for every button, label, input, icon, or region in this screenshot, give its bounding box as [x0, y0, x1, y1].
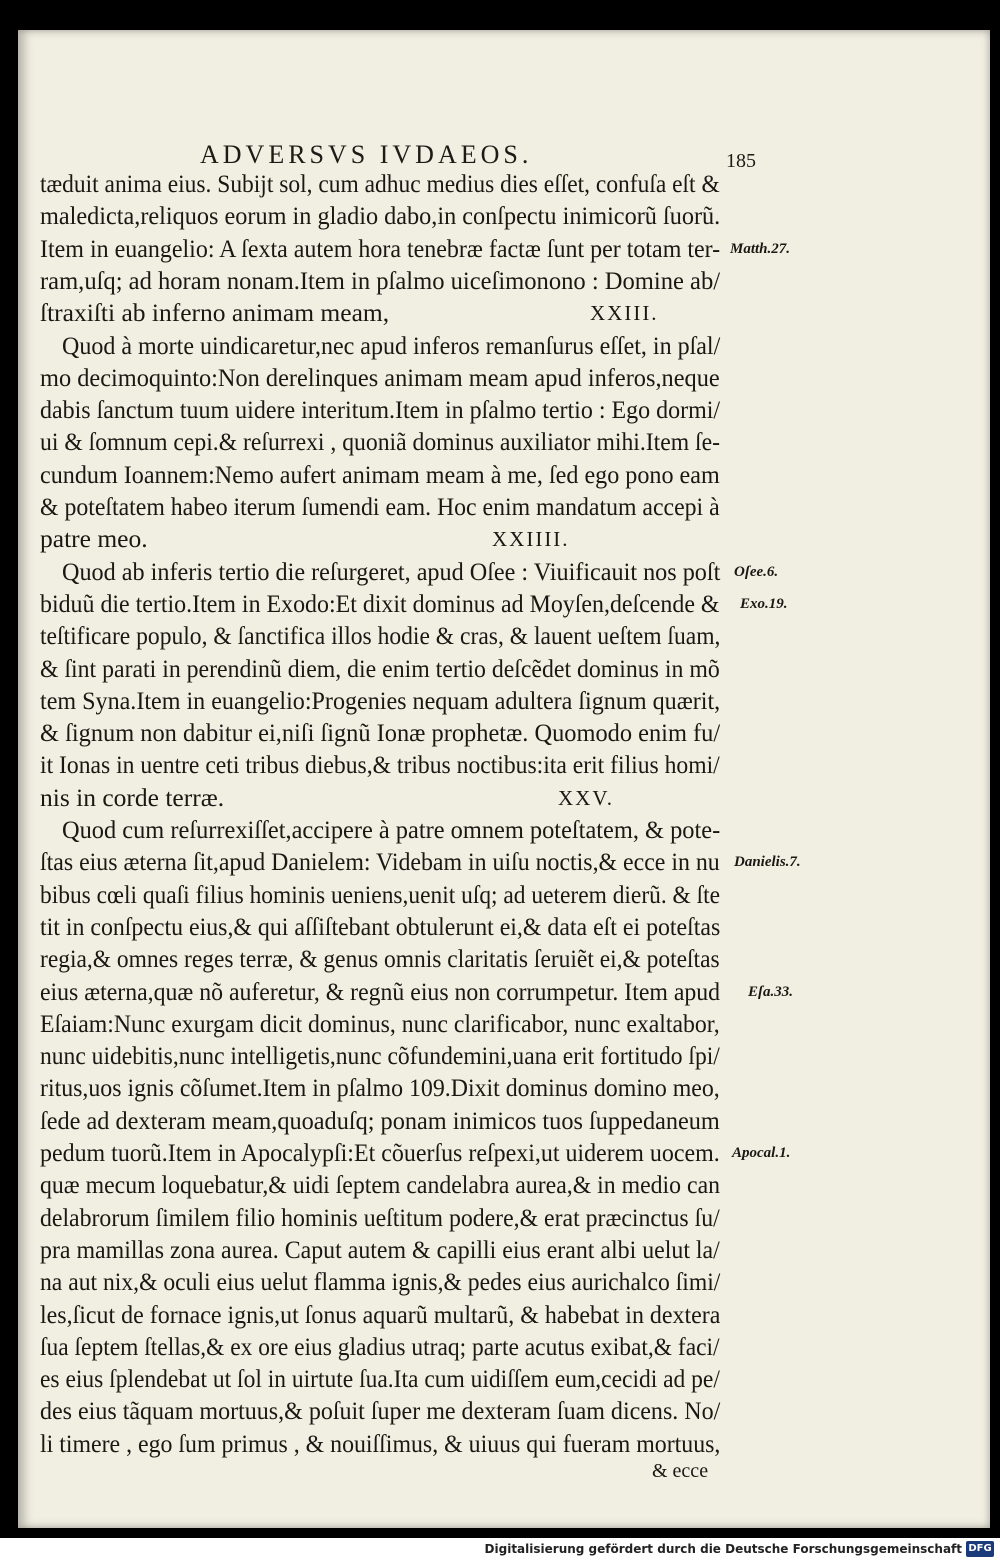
text-line: tæduit anima eius. Subijt sol, cum adhuc medius dies eſſet, confuſa eſt & [40, 169, 720, 198]
text-line: tit in conſpectu eius,& qui aſſiſtebant obtulerunt ei,& data eſt ei poteſtas [40, 911, 721, 941]
text-line: biduũ die tertio.Item in Exodo:Et dixit dominus ad Moyſen,deſcende & [40, 588, 720, 618]
text-line: mo decimoquinto:Non derelinques animam meam apud inferos,neque [40, 362, 720, 392]
text-line: ſtas eius æterna ſit,apud Danielem: Videbam in uiſu noctis,& ecce in nu [40, 847, 720, 877]
text-line: Eſaiam:Nunc exurgam dicit dominus, nunc clarificabor, nunc exaltabor, [40, 1008, 720, 1038]
text-line: Quod à morte uindicaretur,nec apud inferos remanſurus eſſet, in pſal/ [62, 330, 721, 360]
text-line: ram,uſq; ad horam nonam.Item in pſalmo uiceſimonono : Domine ab/ [40, 265, 721, 295]
text-line: ſua ſeptem ſtellas,& ex ore eius gladius utraq; parte acutus exibat,& faci/ [40, 1331, 720, 1361]
text-line: pedum tuorũ.Item in Apocalypſi:Et cõuerſus reſpexi,ut uiderem uocem. [40, 1138, 720, 1167]
catchword: & ecce [652, 1460, 709, 1482]
text-line: ſede ad dexteram meam,quoaduſq; ponam inimicos tuos ſuppedaneum [40, 1105, 720, 1135]
text-line: it Ionas in uentre ceti tribus diebus,& tribus noctibus:ita erit filius homi/ [40, 750, 720, 780]
text-line: Item in euangelio: A ſexta autem hora tenebræ factæ ſunt per totam ter- [40, 233, 721, 263]
text-line: ritus,uos ignis cõſumet.Item in pſalmo 109.Dixit dominus domino meo, [40, 1073, 720, 1103]
digitization-footer [0, 1538, 1000, 1562]
text-line: quæ mecum loquebatur,& uidi ſeptem candelabra aurea,& in medio can [40, 1170, 721, 1200]
text-line: nunc uidebitis,nunc intelligetis,nunc cõfundemini,uana erit fortitudo ſpi/ [40, 1041, 720, 1071]
chapter-heading: XXIII. [590, 301, 659, 326]
margin-note: Apocal.1. [732, 1145, 791, 1161]
text-line: li timere , ego ſum primus , & nouiſſimus, & uiuus qui fueram mortuus, [40, 1428, 721, 1458]
text-line: maledicta,reliquos eorum in gladio dabo,in conſpectu inimicorũ ſuorũ. [40, 201, 721, 231]
margin-note: Matth.27. [730, 240, 791, 257]
text-line: Quod ab inferis tertio die reſurgeret, apud Oſee : Viuificauit nos poſt [62, 556, 721, 586]
text-line: delabrorum ſimilem filio hominis ueſtitum podere,& erat præcinctus ſu/ [40, 1202, 720, 1232]
text-line: patre meo. [40, 524, 148, 554]
text-line: es eius ſplendebat ut ſol in uirtute ſua.Ita cum uidiſſem eum,cecidi ad pe/ [40, 1364, 720, 1394]
text-line: les,ſicut de fornace ignis,ut ſonus aquarũ multarũ, & habebat in dextera [40, 1299, 721, 1329]
footer-credit: Digitalisierung gefördert durch die Deutsche Forschungsgemeinschaft [484, 1542, 962, 1556]
text-line: na aut nix,& oculi eius uelut flamma ignis,& pedes eius aurichalco ſimi/ [40, 1267, 721, 1297]
text-line: bibus cœli quaſi filius hominis ueniens,uenit uſq; ad ueterem dierũ. & ſte [40, 879, 721, 909]
chapter-heading: XXV. [558, 785, 615, 810]
dfg-logo: DFG [966, 1541, 994, 1557]
text-line: cundum Ioannem:Nemo aufert animam meam à me, ſed ego pono eam [40, 459, 720, 489]
text-line: Quod cum reſurrexiſſet,accipere à patre omnem poteſtatem, & pote- [62, 815, 721, 844]
text-line: & ſignum non dabitur ei,niſi ſignũ Ionæ prophetæ. Quomodo enim fu/ [40, 718, 721, 748]
text-line: & poteſtatem habeo iterum ſumendi eam. Hoc enim mandatum accepi à [40, 492, 720, 521]
margin-note: Eſa.33. [748, 983, 793, 1000]
margin-note: Oſee.6. [734, 563, 779, 580]
page-number: 185 [726, 150, 756, 172]
text-line: eius æterna,quæ nõ auferetur, & regnũ eius non corrumpetur. Item apud [40, 976, 721, 1006]
chapter-heading: XXIIII. [492, 527, 570, 552]
margin-note: Danielis.7. [734, 854, 801, 871]
text-line: nis in corde terræ. [40, 782, 225, 812]
text-line: des eius tãquam mortuus,& poſuit ſuper me dexteram ſuam dicens. No/ [40, 1396, 721, 1426]
text-line: & ſint parati in perendinũ diem, die enim tertio deſcẽdet dominus in mõ [40, 653, 720, 683]
text-line: dabis ſanctum tuum uidere interitum.Item in pſalmo tertio : Ego dormi/ [40, 395, 721, 425]
text-line: ui & ſomnum cepi.& reſurrexi , quoniã dominus auxiliator mihi.Item ſe- [40, 427, 720, 457]
text-line: ſtraxiſti ab inferno animam meam, [40, 298, 390, 328]
running-title: ADVERSVS IVDAEOS. [200, 140, 533, 169]
text-line: teſtificare populo, & ſanctifica illos hodie & cras, & lauent ueſtem ſuam, [40, 621, 721, 651]
margin-note: Exo.19. [740, 595, 788, 612]
text-line: tem Syna.Item in euangelio:Progenies nequam adultera ſignum quærit, [40, 685, 721, 715]
text-line: pra mamillas zona aurea. Caput autem & capilli eius erant albi uelut la/ [40, 1234, 720, 1264]
text-line: regia,& omnes reges terræ, & genus omnis claritatis ſeruiẽt ei,& poteſtas [40, 944, 720, 974]
